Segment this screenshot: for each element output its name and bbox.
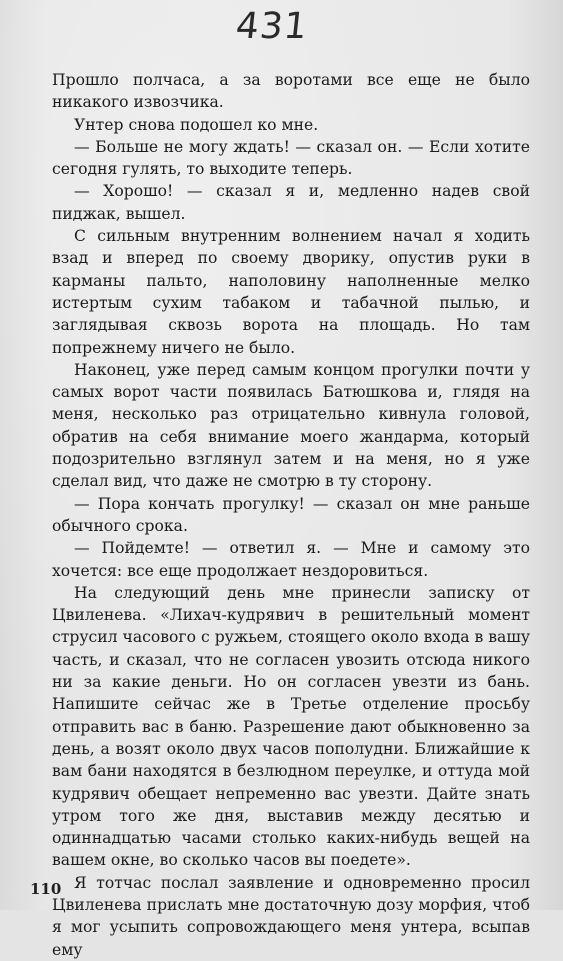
paragraph: Унтер снова подошел ко мне. [74, 115, 319, 134]
paragraph: — Пора кончать прогулку! — сказал он мне раньше обычного срока. [52, 494, 530, 535]
page-body-text [52, 69, 530, 961]
paragraph: С сильным внутренним волнением начал я ходить взад и вперед по своему дворику, опустив руки в карманы пальто, наполовину наполненные мелко истертым сухим табаком и табачной пылью, и заглядывая сквозь ворота на площадь. Но там попрежнему ничего не было. [52, 227, 530, 357]
paragraph: Наконец, уже перед самым концом прогулки почти у самых ворот части появилась Батюшкова и, глядя на меня, несколько раз отрицательно кивнула головой, обратив на себя внимание моего жандарма, который подозрительно взглянул затем и на меня, но я уже сделал вид, что даже не смотрю в ту сторону. [52, 360, 530, 491]
paragraph: На следующий день мне принесли записку от Цвиленева. «Лихач-кудрявич в решительный момент струсил часового с ружьем, стоящего около входа в вашу часть, и сказал, что не согласен увозить отсюда никого ни за какие деньги. Но он согласен увезти из бань. Напишите сейчас же в Третье отделение просьбу отправить вас в баню. Разрешение дают обыкновенно за день, а возят около двух часов пополудни. Ближайшие к вам бани находятся в безлюдном переулке, и оттуда мой кудрявич обещает непременно вас увезти. Дайте знать утром того же дня, выставив между десятью и одиннадцатью часами столько каких-нибудь вещей на вашем окне, во сколько часов вы поедете». [52, 583, 530, 870]
paragraph: Я тотчас послал заявление и одновременно просил Цвиленева прислать мне достаточную дозу морфия, чтоб я мог усыпить сопровождающего меня унтера, всыпав ему [52, 873, 530, 959]
page-number: 110 [30, 880, 62, 898]
paragraph: — Хорошо! — сказал я и, медленно надев свой пиджак, вышел. [52, 182, 530, 223]
paragraph: — Пойдемте! — ответил я. — Мне и самому это хочется: все еще продолжает нездоровиться. [52, 539, 530, 580]
paragraph: Прошло полчаса, а за воротами все еще не было никакого извозчика. [52, 71, 530, 112]
handwritten-archive-number: 431 [233, 6, 310, 47]
paragraph: — Больше не могу ждать! — сказал он. — Если хотите сегодня гулять, то выходите теперь. [52, 137, 530, 179]
